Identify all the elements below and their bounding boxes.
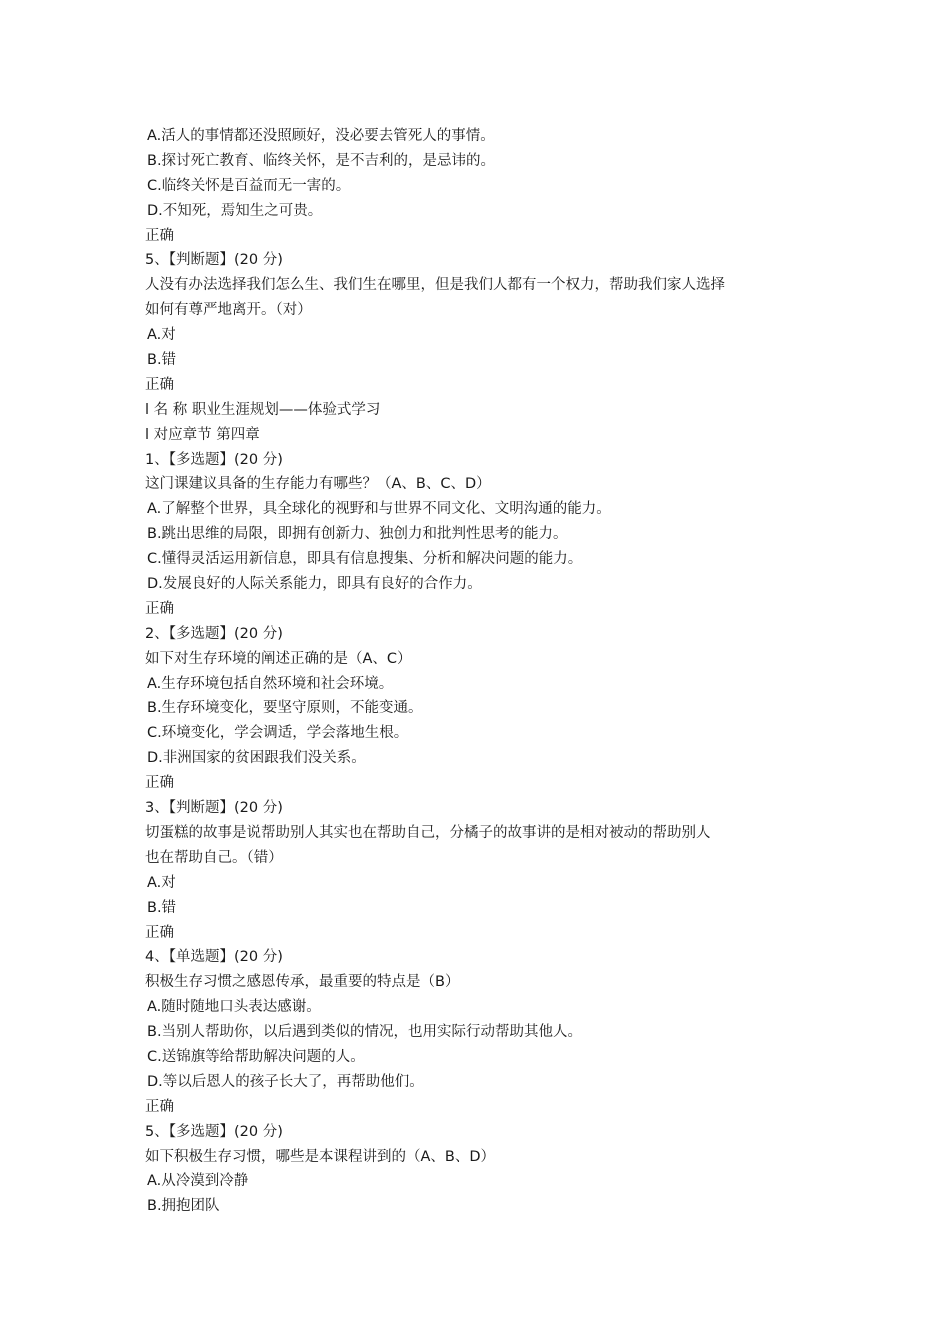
text-line: 积极生存习惯之感恩传承，最重要的特点是（B）: [145, 974, 460, 991]
answer-option: D.不知死，焉知生之可贵。: [147, 202, 323, 219]
answer-option: D.非洲国家的贫困跟我们没关系。: [147, 750, 366, 767]
text-line: 2、【多选题】(20 分): [145, 625, 283, 642]
text-line: l 名 称 职业生涯规划——体验式学习: [145, 401, 381, 418]
answer-option: A.了解整个世界，具全球化的视野和与世界不同文化、文明沟通的能力。: [147, 501, 611, 518]
answer-option: C.环境变化，学会调适，学会落地生根。: [147, 725, 409, 742]
text-line: l 对应章节 第四章: [145, 426, 260, 443]
answer-option: D.等以后恩人的孩子长大了，再帮助他们。: [147, 1073, 424, 1090]
answer-option: B.当别人帮助你，以后遇到类似的情况，也用实际行动帮助其他人。: [147, 1024, 583, 1041]
text-line: 如何有尊严地离开。（对）: [145, 302, 312, 319]
answer-option: C.懂得灵活运用新信息，即具有信息搜集、分析和解决问题的能力。: [147, 551, 583, 568]
answer-option: B.错: [147, 352, 177, 369]
text-line: 也在帮助自己。（错）: [145, 849, 283, 866]
text-line: 这门课建议具备的生存能力有哪些？（A、B、C、D）: [145, 476, 491, 493]
text-line: 切蛋糕的故事是说帮助别人其实也在帮助自己，分橘子的故事讲的是相对被动的帮助别人: [145, 824, 711, 841]
text-line: 正确: [145, 924, 174, 941]
answer-option: A.对: [147, 327, 176, 344]
document-body: [145, 124, 825, 1219]
text-line: 人没有办法选择我们怎么生、我们生在哪里，但是我们人都有一个权力，帮助我们家人选择: [145, 277, 725, 294]
answer-option: B.错: [147, 899, 177, 916]
text-line: 正确: [145, 1098, 174, 1115]
answer-option: C.临终关怀是百益而无一害的。: [147, 177, 351, 194]
text-line: 正确: [145, 227, 174, 244]
answer-option: A.活人的事情都还没照顾好，没必要去管死人的事情。: [147, 128, 495, 144]
answer-option: A.从冷漠到冷静: [147, 1173, 249, 1190]
text-line: 3、【判断题】(20 分): [145, 800, 283, 817]
answer-option: B.探讨死亡教育、临终关怀，是不吉利的，是忌讳的。: [147, 152, 496, 169]
answer-option: A.随时随地口头表达感谢。: [147, 999, 321, 1016]
answer-option: B.生存环境变化，要坚守原则，不能变通。: [147, 700, 423, 717]
text-line: 正确: [145, 600, 174, 617]
text-line: 如下积极生存习惯，哪些是本课程讲到的（A、B、D）: [145, 1148, 496, 1165]
answer-option: C.送锦旗等给帮助解决问题的人。: [147, 1048, 365, 1065]
answer-option: B.跳出思维的局限，即拥有创新力、独创力和批判性思考的能力。: [147, 526, 568, 543]
answer-option: A.对: [147, 874, 176, 891]
text-line: 1、【多选题】(20 分): [145, 451, 283, 468]
answer-option: B.拥抱团队: [147, 1198, 220, 1215]
answer-option: D.发展良好的人际关系能力，即具有良好的合作力。: [147, 576, 482, 593]
text-line: 5、【判断题】(20 分): [145, 252, 283, 269]
text-line: 正确: [145, 775, 174, 792]
text-line: 正确: [145, 376, 174, 393]
text-line: 4、【单选题】(20 分): [145, 949, 283, 966]
text-line: 如下对生存环境的阐述正确的是（A、C）: [145, 650, 412, 667]
answer-option: A.生存环境包括自然环境和社会环境。: [147, 675, 394, 692]
text-line: 5、【多选题】(20 分): [145, 1123, 283, 1140]
